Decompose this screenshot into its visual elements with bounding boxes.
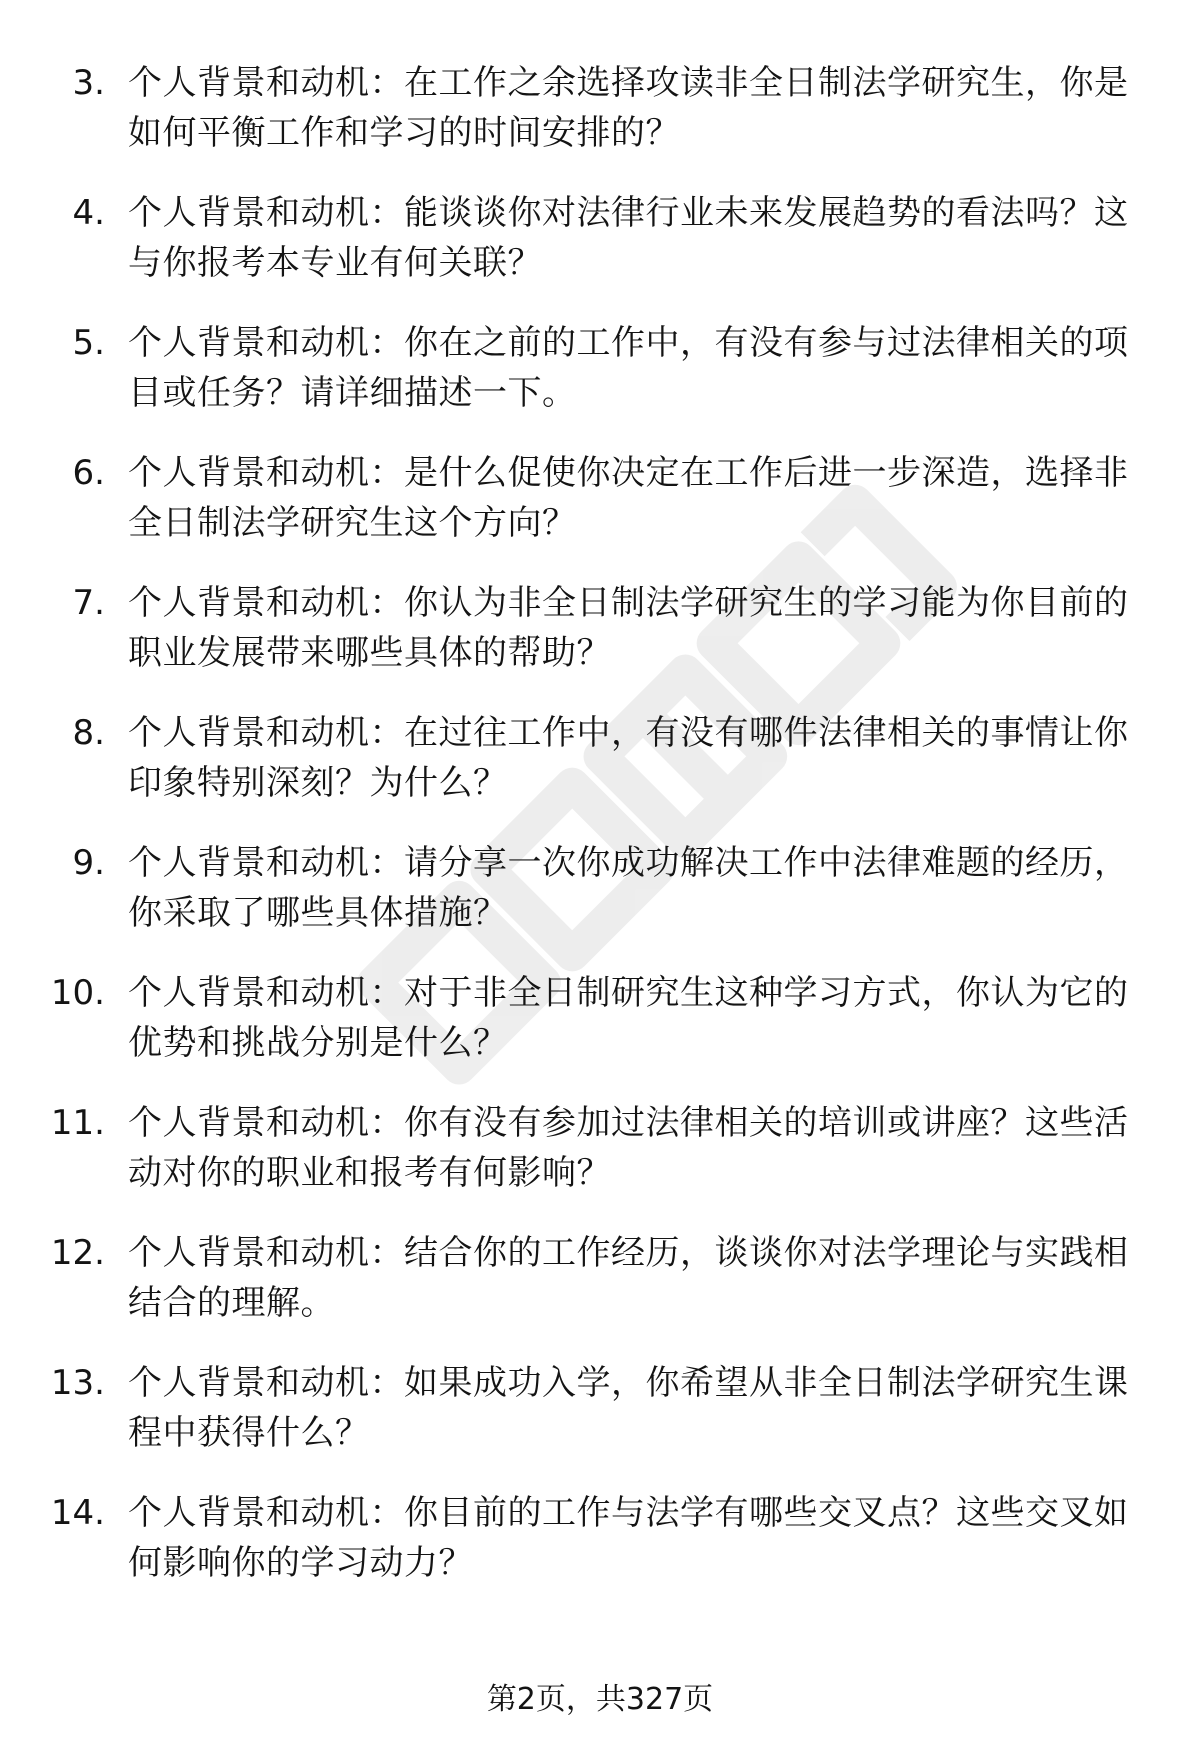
question-item bbox=[0, 1228, 1200, 1358]
question-text: 个人背景和动机：在工作之余选择攻读非全日制法学研究生，你是如何平衡工作和学习的时间安排的？ bbox=[128, 63, 1129, 153]
question-text: 个人背景和动机：能谈谈你对法律行业未来发展趋势的看法吗？这与你报考本专业有何关联？ bbox=[128, 193, 1129, 283]
question-item bbox=[0, 58, 1200, 188]
question-number: 7. bbox=[72, 583, 105, 623]
question-item bbox=[0, 318, 1200, 448]
question-number: 6. bbox=[72, 453, 105, 493]
question-number: 9. bbox=[72, 843, 105, 883]
question-text: 个人背景和动机：在过往工作中，有没有哪件法律相关的事情让你印象特别深刻？为什么？ bbox=[128, 713, 1129, 803]
question-number: 13. bbox=[50, 1363, 105, 1403]
question-item bbox=[0, 1358, 1200, 1488]
question-number: 10. bbox=[50, 973, 105, 1013]
page-footer: 第2页，共327页 bbox=[486, 1682, 714, 1717]
question-item bbox=[0, 1098, 1200, 1228]
question-number: 3. bbox=[72, 63, 105, 103]
question-text: 个人背景和动机：你在之前的工作中，有没有参与过法律相关的项目或任务？请详细描述一下。 bbox=[128, 323, 1129, 413]
question-text: 个人背景和动机：请分享一次你成功解决工作中法律难题的经历，你采取了哪些具体措施？ bbox=[128, 843, 1129, 933]
question-number: 11. bbox=[50, 1103, 105, 1143]
question-number: 8. bbox=[72, 713, 105, 753]
question-item bbox=[0, 188, 1200, 318]
question-item bbox=[0, 1488, 1200, 1618]
question-text: 个人背景和动机：如果成功入学，你希望从非全日制法学研究生课程中获得什么？ bbox=[128, 1363, 1129, 1453]
question-item bbox=[0, 838, 1200, 968]
question-text: 个人背景和动机：是什么促使你决定在工作后进一步深造，选择非全日制法学研究生这个方向？ bbox=[128, 453, 1129, 543]
question-number: 12. bbox=[50, 1233, 105, 1273]
question-item bbox=[0, 708, 1200, 838]
question-number: 5. bbox=[72, 323, 105, 363]
question-item bbox=[0, 578, 1200, 708]
question-text: 个人背景和动机：你目前的工作与法学有哪些交叉点？这些交叉如何影响你的学习动力？ bbox=[128, 1493, 1129, 1583]
question-list bbox=[0, 58, 1200, 1618]
question-text: 个人背景和动机：对于非全日制研究生这种学习方式，你认为它的优势和挑战分别是什么？ bbox=[128, 973, 1129, 1063]
question-text: 个人背景和动机：结合你的工作经历，谈谈你对法学理论与实践相结合的理解。 bbox=[128, 1233, 1129, 1323]
question-text: 个人背景和动机：你认为非全日制法学研究生的学习能为你目前的职业发展带来哪些具体的帮助？ bbox=[128, 583, 1129, 673]
question-number: 14. bbox=[50, 1493, 105, 1533]
question-item bbox=[0, 968, 1200, 1098]
question-number: 4. bbox=[72, 193, 105, 233]
question-item bbox=[0, 448, 1200, 578]
question-text: 个人背景和动机：你有没有参加过法律相关的培训或讲座？这些活动对你的职业和报考有何影响？ bbox=[128, 1103, 1129, 1193]
